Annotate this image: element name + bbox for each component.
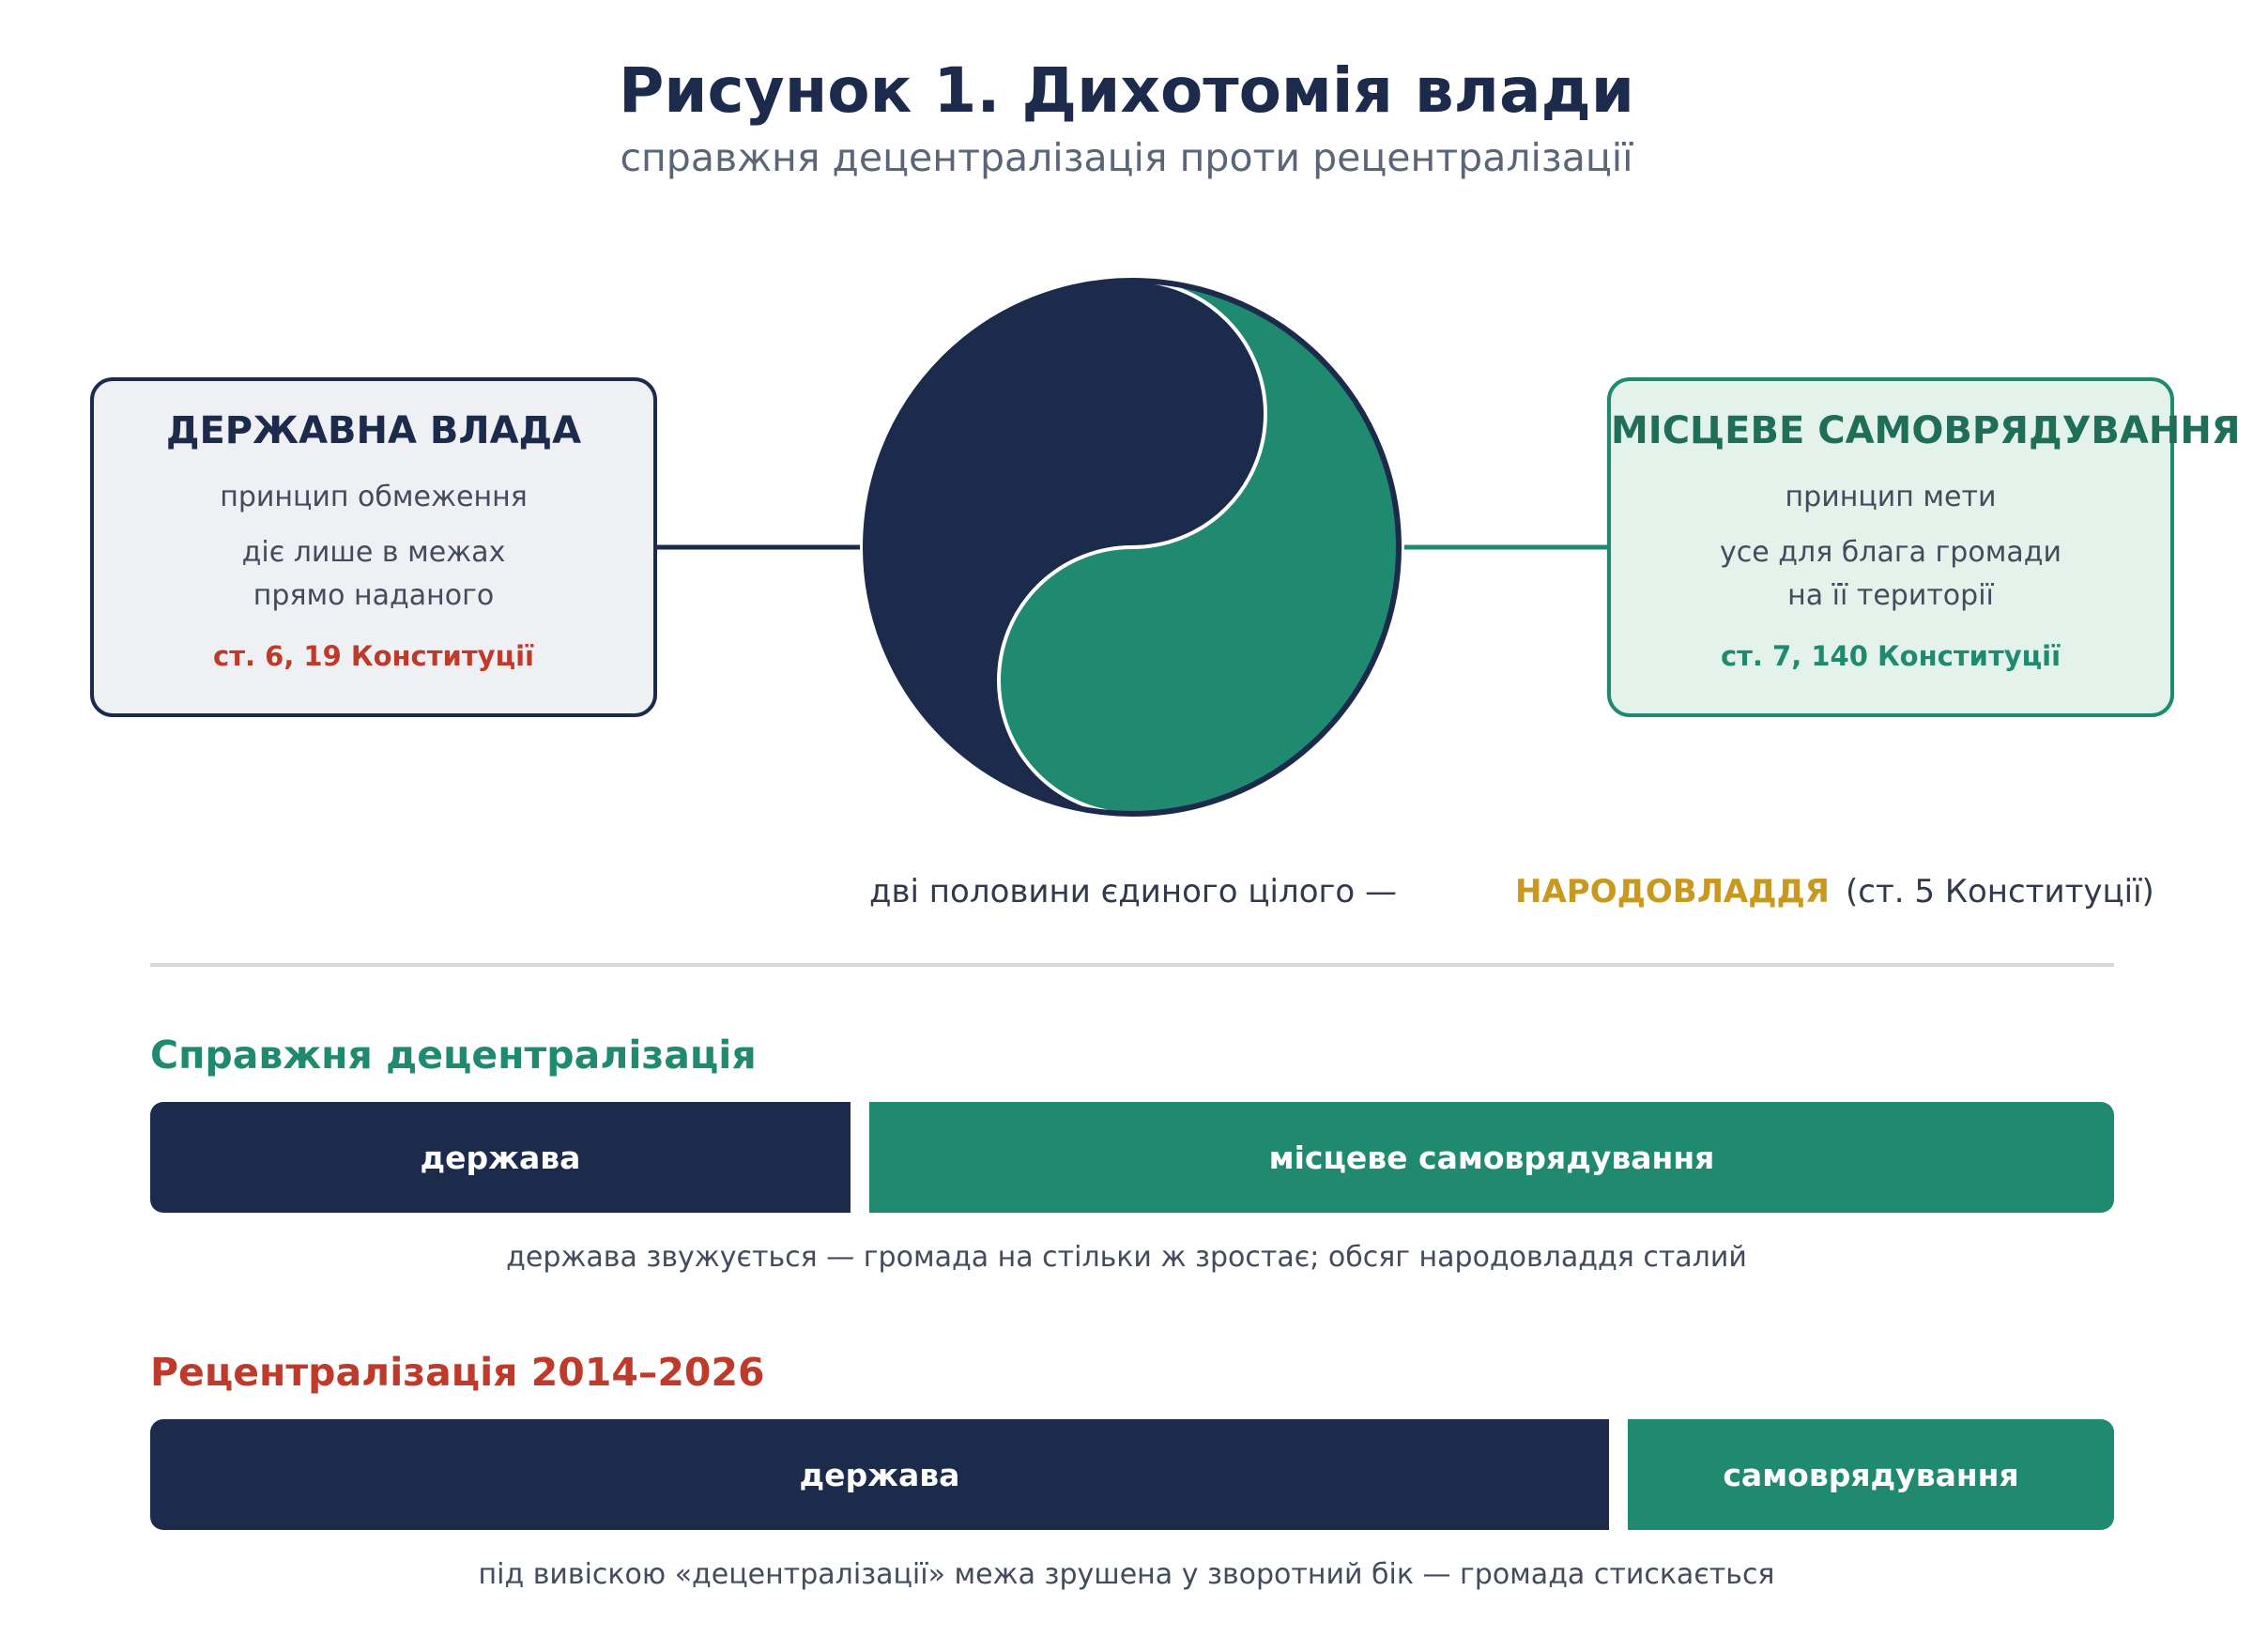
decentralization-state-label: держава: [420, 1139, 581, 1176]
local-government-title: МІСЦЕВЕ САМОВРЯДУВАННЯ: [1611, 409, 2241, 452]
decentralization-caption: держава звужується — громада на стільки ж зростає; обсяг народовладдя сталий: [506, 1241, 1747, 1274]
state-power-box: [90, 377, 657, 717]
decentralization-local-segment: [869, 1102, 2114, 1213]
unity-caption: [0, 873, 2253, 920]
local-government-principle: принцип мети: [1785, 481, 1997, 513]
recentralization-bar: [150, 1419, 2114, 1530]
figure-subtitle: справжня децентралізація проти рецентралізації: [620, 135, 1633, 180]
decentralization-bar: [150, 1102, 2114, 1213]
state-power-description: діє лише в межах прямо наданого: [241, 536, 506, 612]
decentralization-local-label: місцеве самоврядування: [1268, 1139, 1715, 1176]
state-power-title: ДЕРЖАВНА ВЛАДА: [165, 409, 582, 452]
decentralization-boundary: [851, 1102, 869, 1213]
recentralization-local-label: самоврядування: [1723, 1456, 2019, 1493]
figure-title: Рисунок 1. Дихотомія влади: [618, 54, 1635, 127]
unity-caption-lead: дві половини єдиного цілого —: [869, 873, 1397, 910]
recentralization-local-segment: [1628, 1419, 2114, 1530]
local-government-description: усе для блага громади на її території: [1720, 536, 2061, 612]
state-power-principle: принцип обмеження: [220, 481, 528, 513]
section-divider: [150, 963, 2114, 967]
recentralization-caption: під вивіскою «децентралізації» межа зрушена у зворотний бік — громада стискається: [478, 1558, 1775, 1591]
state-power-reference: ст. 6, 19 Конституції: [213, 640, 534, 672]
yin-yang-icon: [866, 281, 1399, 814]
recentralization-state-segment: [150, 1419, 1609, 1530]
local-government-reference: ст. 7, 140 Конституції: [1720, 640, 2061, 672]
unity-caption-highlight: НАРОДОВЛАДДЯ: [1515, 873, 1830, 910]
recentralization-title: Рецентралізація 2014–2026: [150, 1350, 765, 1395]
decentralization-title: Справжня децентралізація: [150, 1032, 757, 1078]
decentralization-state-segment: [150, 1102, 851, 1213]
recentralization-state-label: держава: [799, 1456, 960, 1493]
recentralization-boundary: [1609, 1419, 1628, 1530]
unity-caption-tail: (ст. 5 Конституції): [1846, 873, 2154, 910]
local-government-box: [1607, 377, 2241, 717]
